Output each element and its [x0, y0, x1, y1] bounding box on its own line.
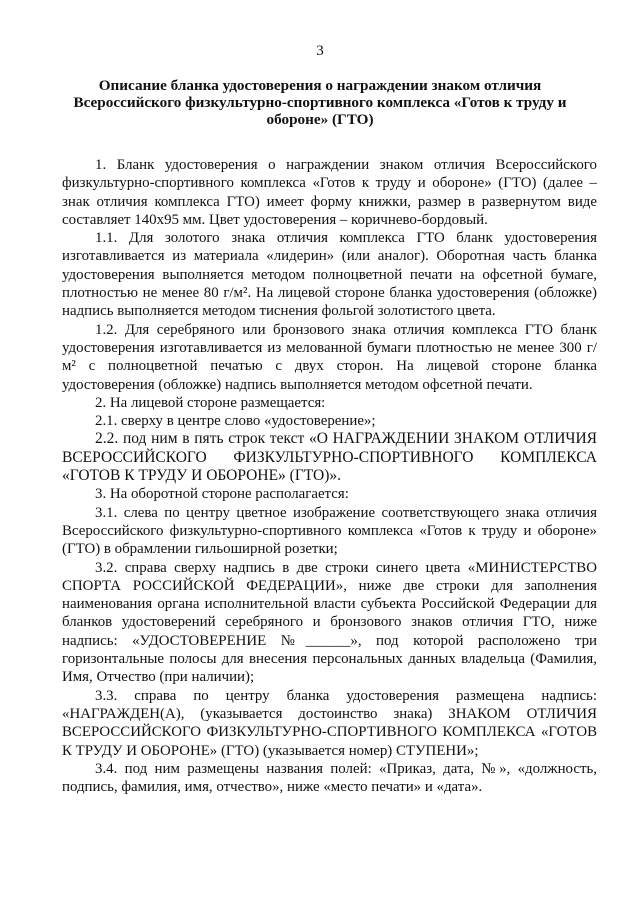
paragraph-3-1: 3.1. слева по центру цветное изображение соответствующего знака отличия Всероссийского физкультурно-спортивного комплекса «Готов к труду и обороне» (ГТО) в обрамлении гильоширной розетки;: [62, 504, 597, 558]
document-body: [62, 156, 597, 796]
paragraph-3: 3. На оборотной стороне располагается:: [95, 486, 349, 503]
title-line-2: Всероссийского физкультурно-спортивного комплекса «Готов к труду и: [73, 94, 567, 111]
paragraph-2: 2. На лицевой стороне размещается:: [95, 394, 326, 411]
paragraph-1: 1. Бланк удостоверения о награждении знаком отличия Всероссийского физкультурно-спортивного комплекса «Готов к труду и обороне» (ГТО) (далее – знак отличия комплекса ГТО) имеет форму книжки, размер в развернутом виде составляет 140х95 мм. Цвет удостоверения – коричнево-бордовый.: [62, 157, 597, 228]
paragraph-1-1: 1.1. Для золотого знака отличия комплекса ГТО бланк удостоверения изготавливается из материала «лидерин» (или аналог). Оборотная часть бланка удостоверения выполняется методом полноцветной печати на офсетной бумаге, плотностью не менее 80 г/м². На лицевой стороне бланка удостоверения (обложке) надпись выполняется методом тиснения фольгой золотистого цвета.: [62, 230, 597, 320]
paragraph-3-4: 3.4. под ним размещены названия полей: «Приказ, дата, №», «должность, подпись, фамилия, имя, отчество», ниже «место печати» и «дата».: [62, 760, 597, 796]
paragraph-1-2: 1.2. Для серебряного или бронзового знака отличия комплекса ГТО бланк удостоверения изготавливается из мелованной бумаги плотностью не менее 300 г/м² с полноцветной печатью с двух сторон. На лицевой стороне бланка удостоверения (обложке) надпись выполняется методом офсетной печати.: [62, 321, 597, 393]
paragraph-2-1: 2.1. сверху в центре слово «удостоверение»;: [95, 413, 376, 430]
title-line-3: обороне» (ГТО): [266, 111, 374, 128]
title-line-1: Описание бланка удостоверения о награждении знаком отличия: [98, 77, 542, 94]
page-number: 3: [316, 43, 324, 59]
paragraph-3-2: 3.2. справа сверху надпись в две строки синего цвета «МИНИСТЕРСТВО СПОРТА РОССИЙСКОЙ ФЕДЕРАЦИИ», ниже две строки для заполнения наименования органа исполнительной власти субъекта Российской Федерации для бланков удостоверений серебряного и бронзового знаков отличия ГТО, ниже надпись: «УДОСТОВЕРЕНИЕ №______», под которой расположено три горизонтальные полосы для внесения персональных данных владельца (Фамилия, Имя, Отчество (при наличии);: [62, 559, 597, 686]
paragraph-3-3: 3.3. справа по центру бланка удостоверения размещена надпись: «НАГРАЖДЕН(А), (указывается достоинство знака) ЗНАКОМ ОТЛИЧИЯ ВСЕРОССИЙСКОГО ФИЗКУЛЬТУРНО-СПОРТИВНОГО КОМПЛЕКСА «ГОТОВ К ТРУДУ И ОБОРОНЕ» (ГТО) (указывается номер) СТУПЕНИ»;: [62, 687, 597, 759]
paragraph-2-2: 2.2. под ним в пять строк текст «О НАГРАЖДЕНИИ ЗНАКОМ ОТЛИЧИЯ ВСЕРОССИЙСКОГО ФИЗКУЛЬТУРНО-СПОРТИВНОГО КОМПЛЕКСА «ГОТОВ К ТРУДУ И ОБОРОНЕ» (ГТО)».: [62, 430, 597, 485]
document-title: [70, 77, 570, 128]
